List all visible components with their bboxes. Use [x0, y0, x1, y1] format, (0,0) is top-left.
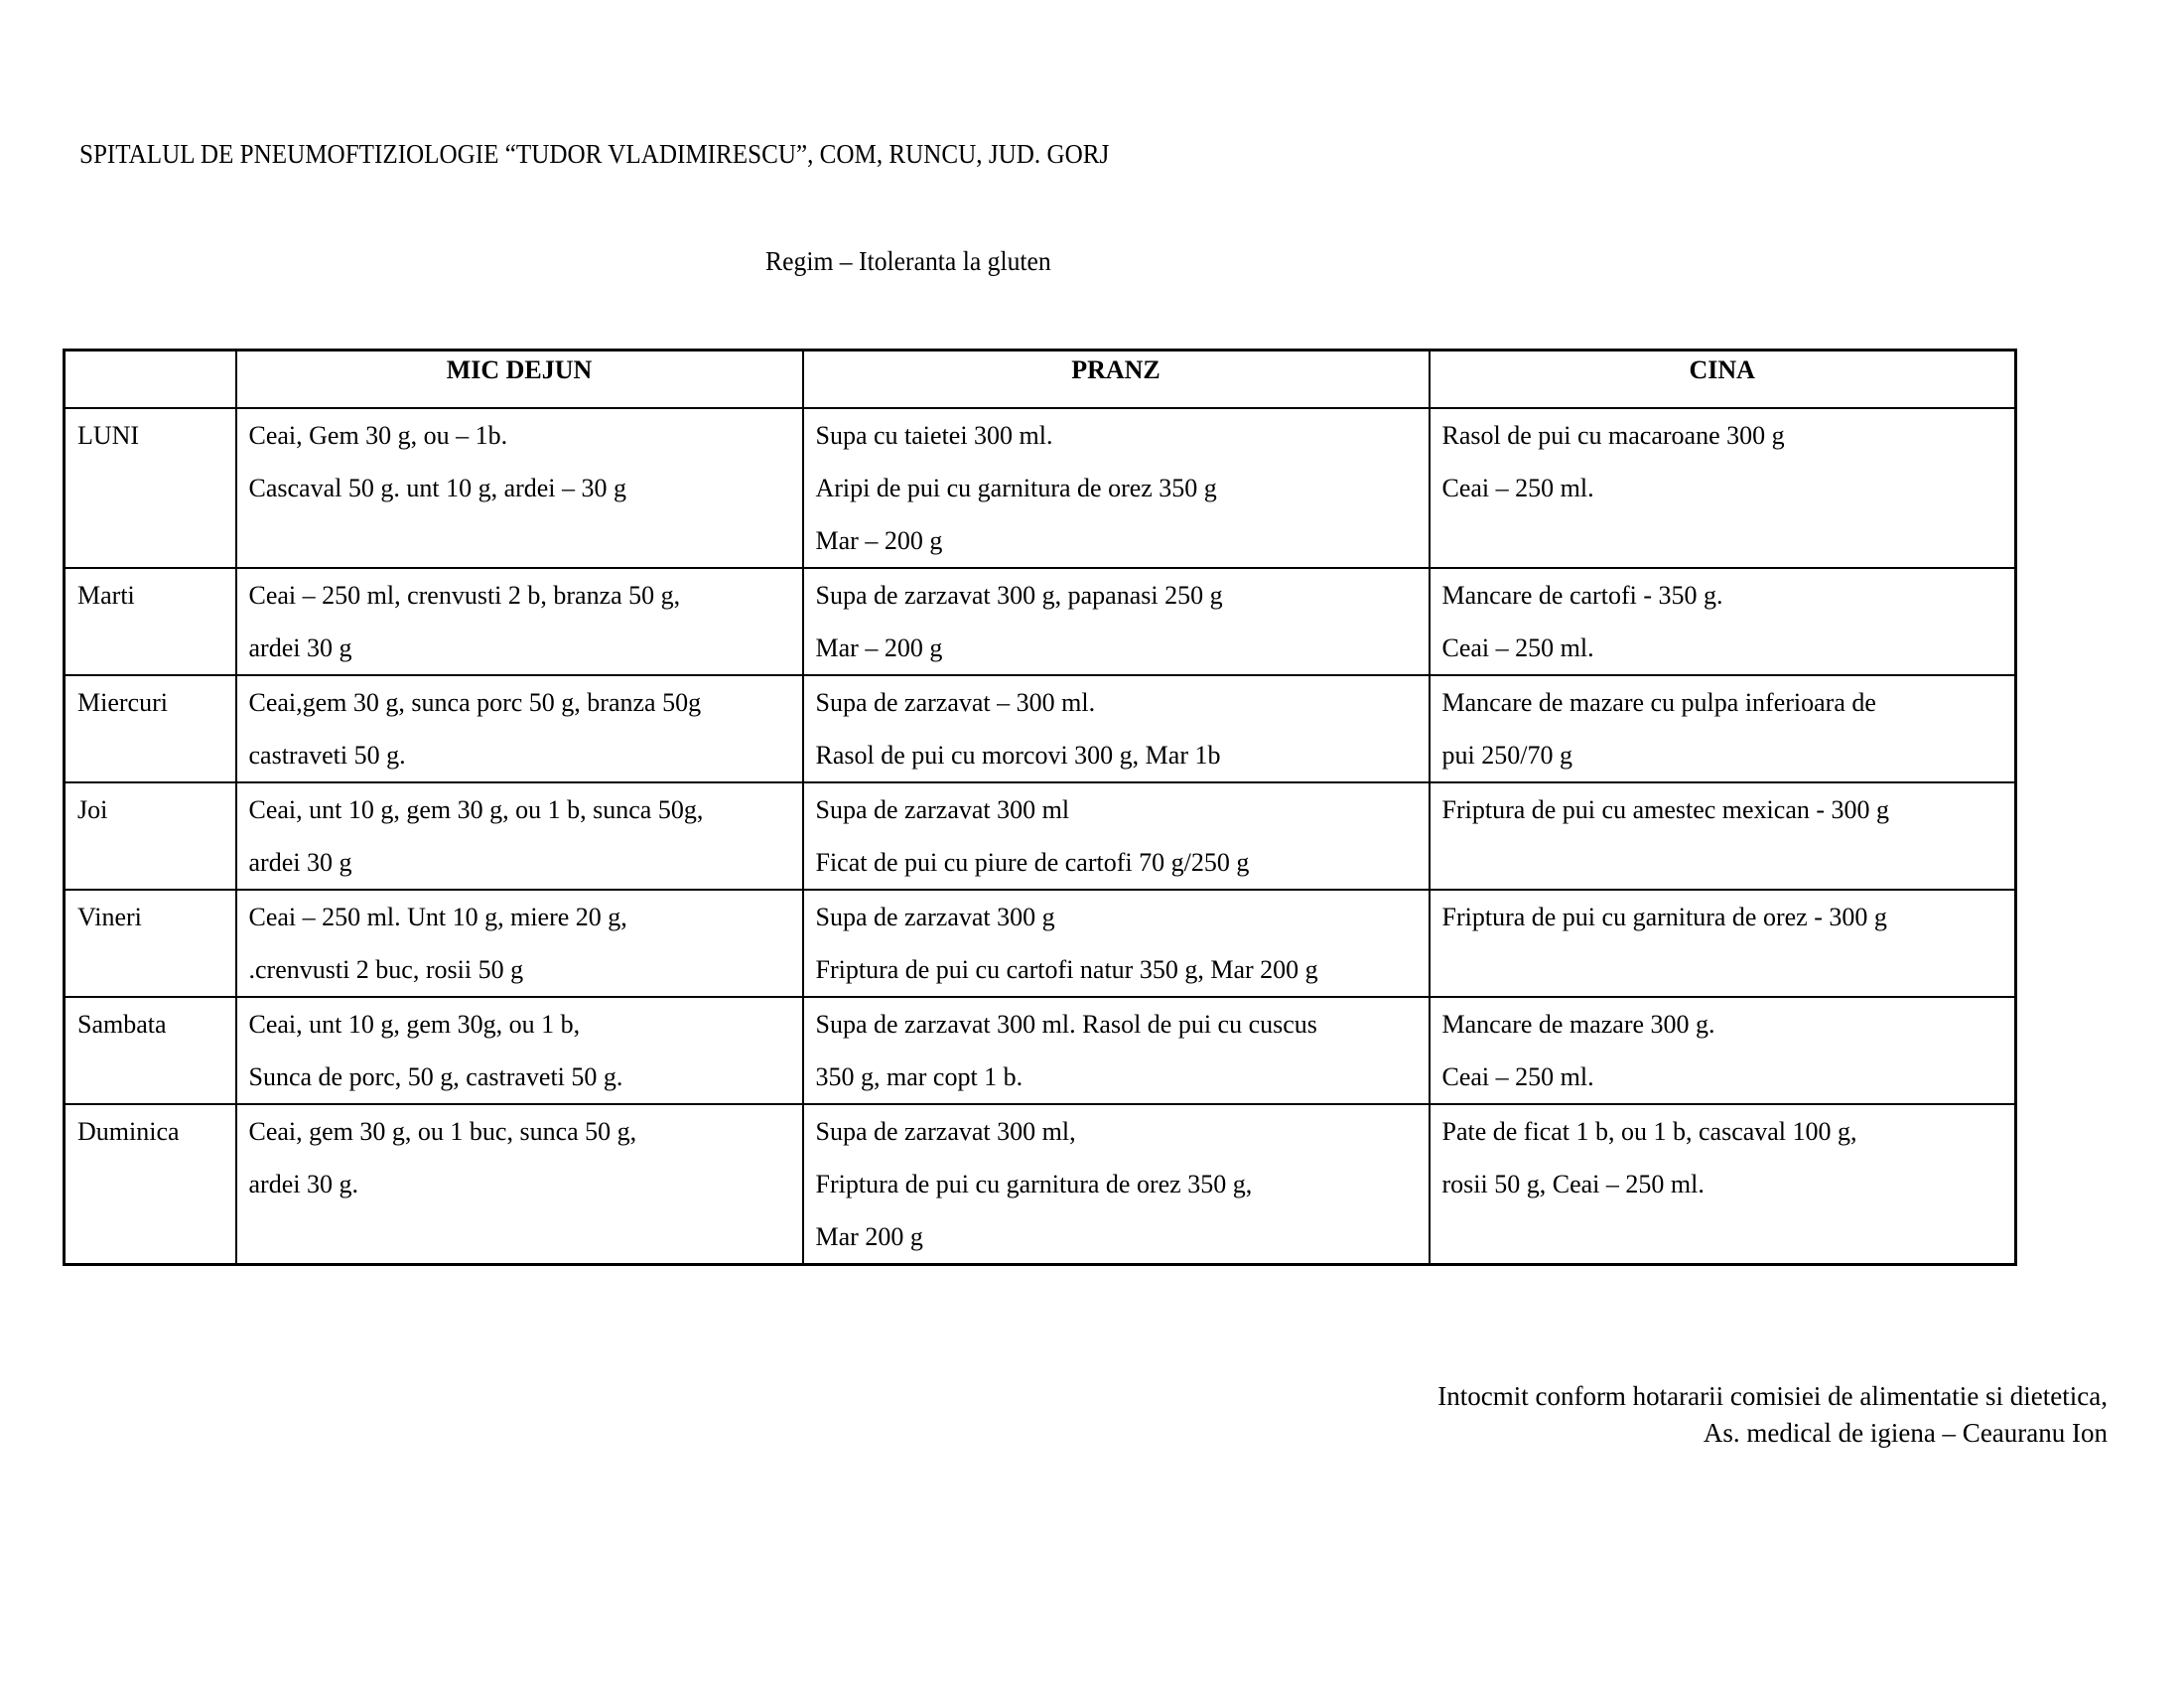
- meal-item-line: Friptura de pui cu amestec mexican - 300 g: [1441, 795, 1890, 824]
- day-label: Vineri: [77, 903, 142, 931]
- meal-cell-pranz: [803, 890, 1430, 997]
- footer-signature: [1437, 1378, 2108, 1452]
- meal-item-line: Ceai,gem 30 g, sunca porc 50 g, branza 50g: [248, 688, 702, 717]
- meal-cell-mic-dejun: [236, 568, 803, 675]
- table-row: [65, 890, 2016, 997]
- weekly-menu-table: [63, 349, 2017, 1266]
- meal-item-line: ardei 30 g: [248, 848, 352, 877]
- day-label: Sambata: [77, 1010, 167, 1039]
- meal-item-line: Ceai, gem 30 g, ou 1 buc, sunca 50 g,: [248, 1117, 637, 1146]
- meal-item-line: Mar 200 g: [815, 1222, 923, 1251]
- meal-item-line: Friptura de pui cu cartofi natur 350 g, Mar 200 g: [815, 955, 1318, 984]
- day-cell: [65, 890, 236, 997]
- table-row: [65, 408, 2016, 568]
- table-row: [65, 675, 2016, 782]
- table-row: [65, 782, 2016, 890]
- meal-cell-mic-dejun: [236, 408, 803, 568]
- meal-item-line: Ficat de pui cu piure de cartofi 70 g/250 g: [815, 848, 1250, 877]
- meal-item-line: Supa de zarzavat 300 ml,: [815, 1117, 1076, 1146]
- meal-item-line: Ceai, unt 10 g, gem 30g, ou 1 b,: [248, 1010, 581, 1039]
- meal-item-line: .crenvusti 2 buc, rosii 50 g: [248, 955, 524, 984]
- diet-regime-title: Regim – Itoleranta la gluten: [765, 246, 1051, 276]
- meal-item-line: Supa cu taietei 300 ml.: [815, 421, 1053, 450]
- meal-item-line: Supa de zarzavat – 300 ml.: [815, 688, 1096, 717]
- hospital-title: SPITALUL DE PNEUMOFTIZIOLOGIE “TUDOR VLADIMIRESCU”, COM, RUNCU, JUD. GORJ: [79, 139, 1110, 169]
- day-label: Joi: [77, 795, 108, 824]
- column-header-cina: CINA: [1430, 351, 2016, 409]
- meal-item-line: Mar – 200 g: [815, 526, 943, 555]
- column-header-mic-dejun: MIC DEJUN: [236, 351, 803, 409]
- meal-item-line: Ceai – 250 ml. Unt 10 g, miere 20 g,: [248, 903, 627, 931]
- meal-item-line: Sunca de porc, 50 g, castraveti 50 g.: [248, 1062, 623, 1091]
- meal-cell-cina: [1430, 568, 2016, 675]
- meal-item-line: Pate de ficat 1 b, ou 1 b, cascaval 100 g,: [1441, 1117, 1857, 1146]
- meal-cell-pranz: [803, 675, 1430, 782]
- meal-cell-mic-dejun: [236, 997, 803, 1104]
- meal-item-line: Mar – 200 g: [815, 633, 943, 662]
- meal-cell-mic-dejun: [236, 782, 803, 890]
- day-cell: [65, 782, 236, 890]
- day-cell: [65, 1104, 236, 1265]
- meal-item-line: Mancare de cartofi - 350 g.: [1441, 581, 1723, 610]
- meal-item-line: Friptura de pui cu garnitura de orez 350 g,: [815, 1170, 1253, 1198]
- meal-item-line: Ceai – 250 ml.: [1441, 633, 1594, 662]
- meal-cell-cina: [1430, 997, 2016, 1104]
- meal-cell-pranz: [803, 408, 1430, 568]
- day-label: LUNI: [77, 421, 140, 450]
- meal-item-line: Rasol de pui cu morcovi 300 g, Mar 1b: [815, 741, 1221, 770]
- meal-item-line: Ceai – 250 ml, crenvusti 2 b, branza 50 g,: [248, 581, 681, 610]
- meal-item-line: Supa de zarzavat 300 g, papanasi 250 g: [815, 581, 1223, 610]
- meal-item-line: Ceai, Gem 30 g, ou – 1b.: [248, 421, 508, 450]
- meal-cell-pranz: [803, 568, 1430, 675]
- meal-item-line: rosii 50 g, Ceai – 250 ml.: [1441, 1170, 1705, 1198]
- meal-item-line: Ceai, unt 10 g, gem 30 g, ou 1 b, sunca 50g,: [248, 795, 704, 824]
- meal-cell-cina: [1430, 782, 2016, 890]
- meal-item-line: ardei 30 g: [248, 633, 352, 662]
- meal-cell-cina: [1430, 1104, 2016, 1265]
- meal-item-line: Mancare de mazare 300 g.: [1441, 1010, 1715, 1039]
- meal-item-line: castraveti 50 g.: [248, 741, 406, 770]
- meal-item-line: 350 g, mar copt 1 b.: [815, 1062, 1024, 1091]
- meal-item-line: Supa de zarzavat 300 g: [815, 903, 1055, 931]
- meal-cell-pranz: [803, 782, 1430, 890]
- day-cell: [65, 408, 236, 568]
- day-label: Marti: [77, 581, 135, 610]
- meal-cell-mic-dejun: [236, 890, 803, 997]
- meal-item-line: Supa de zarzavat 300 ml: [815, 795, 1070, 824]
- table-row: [65, 997, 2016, 1104]
- column-header-day: [65, 351, 236, 409]
- meal-item-line: Aripi de pui cu garnitura de orez 350 g: [815, 474, 1217, 502]
- meal-item-line: ardei 30 g.: [248, 1170, 358, 1198]
- meal-item-line: Ceai – 250 ml.: [1441, 474, 1594, 502]
- meal-cell-cina: [1430, 890, 2016, 997]
- meal-item-line: Rasol de pui cu macaroane 300 g: [1441, 421, 1785, 450]
- column-header-pranz: PRANZ: [803, 351, 1430, 409]
- meal-item-line: Supa de zarzavat 300 ml. Rasol de pui cu cuscus: [815, 1010, 1317, 1039]
- day-label: Miercuri: [77, 688, 168, 717]
- meal-item-line: Ceai – 250 ml.: [1441, 1062, 1594, 1091]
- footer-line-approval: Intocmit conform hotararii comisiei de alimentatie si dietetica,: [1437, 1381, 2108, 1411]
- day-cell: [65, 568, 236, 675]
- meal-cell-mic-dejun: [236, 1104, 803, 1265]
- table-header-row: [65, 351, 2016, 409]
- table-row: [65, 1104, 2016, 1265]
- meal-item-line: pui 250/70 g: [1441, 741, 1572, 770]
- meal-cell-cina: [1430, 408, 2016, 568]
- meal-cell-mic-dejun: [236, 675, 803, 782]
- day-label: Duminica: [77, 1117, 180, 1146]
- day-cell: [65, 997, 236, 1104]
- meal-item-line: Mancare de mazare cu pulpa inferioara de: [1441, 688, 1876, 717]
- meal-cell-pranz: [803, 997, 1430, 1104]
- day-cell: [65, 675, 236, 782]
- meal-item-line: Friptura de pui cu garnitura de orez - 300 g: [1441, 903, 1887, 931]
- footer-line-author: As. medical de igiena – Ceauranu Ion: [1703, 1418, 2108, 1448]
- meal-cell-pranz: [803, 1104, 1430, 1265]
- table-body: [65, 408, 2016, 1265]
- table-row: [65, 568, 2016, 675]
- meal-item-line: Cascaval 50 g. unt 10 g, ardei – 30 g: [248, 474, 627, 502]
- meal-cell-cina: [1430, 675, 2016, 782]
